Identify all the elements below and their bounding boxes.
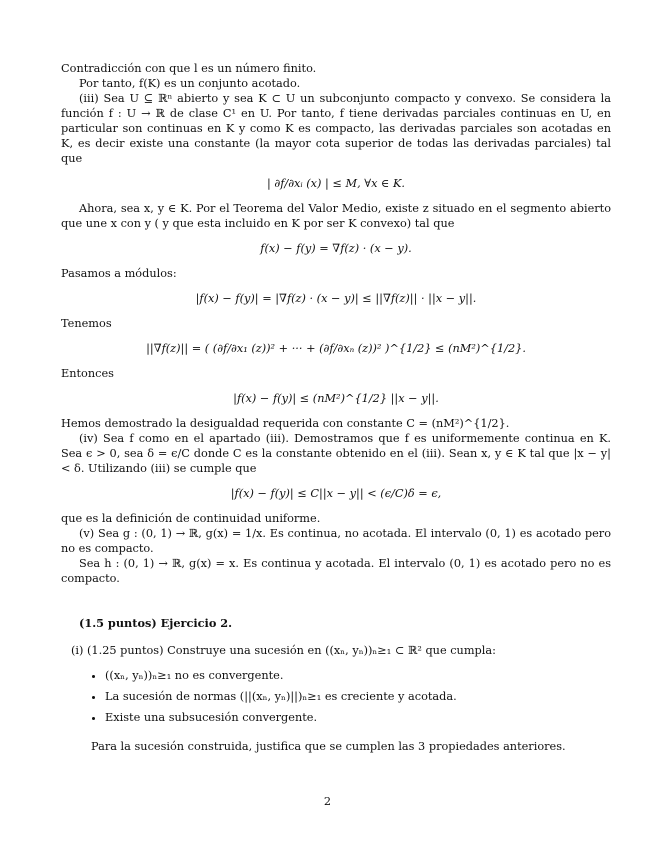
paragraph-part-iv: (iv) Sea f como en el apartado (iii). Demostramos que f es uniformemente continua en K. Sea ϵ > 0, sea δ = ϵ/C donde C es la constante obtenido en el (iii). Sean x, y ∈ K tal que |x − y| < δ. Utilizando (iii) se cumple que: [61, 432, 611, 475]
exercise-heading: (1.5 puntos) Ejercicio 2.: [79, 616, 233, 630]
equation-partial-bound: | ∂f/∂xᵢ (x) | ≤ M, ∀x ∈ K.: [266, 177, 406, 190]
equation-gradient-norm: ||∇f(z)|| = ( (∂f/∂x₁ (z))² + ··· + (∂f/∂xₙ (z))² )^{1/2} ≤ (nM²)^{1/2}.: [146, 342, 526, 355]
paragraph-contradiction: Contradicción con que l es un número finito.: [61, 62, 317, 75]
paragraph-definition: que es la definición de continuidad uniforme.: [61, 512, 321, 525]
list-item: • La sucesión de normas (||(xₙ, yₙ)||)ₙ≥₁ es creciente y acotada.: [105, 689, 611, 704]
label-entonces: Entonces: [61, 367, 114, 380]
paragraph-constant: Hemos demostrado la desigualdad requerida con constante C = (nM²)^{1/2}.: [61, 417, 510, 430]
equation-mean-value: f(x) − f(y) = ∇f(z) · (x − y).: [260, 242, 412, 255]
paragraph-mean-value: Ahora, sea x, y ∈ K. Por el Teorema del Valor Medio, existe z situado en el segmento abierto que une x con y ( y que esta incluido en K por ser K convexo) tal que: [61, 202, 611, 230]
list-item: • Existe una subsucesión convergente.: [105, 710, 611, 725]
label-tenemos: Tenemos: [61, 317, 112, 330]
exercise-item-i: (i) (1.25 puntos) Construye una sucesión en ((xₙ, yₙ))ₙ≥₁ ⊂ ℝ² que cumpla:: [71, 644, 496, 657]
paragraph-part-v-h: Sea h : (0, 1) → ℝ, g(x) = x. Es continua y acotada. El intervalo (0, 1) es acotado pero no es compacto.: [61, 557, 611, 585]
page-number: 2: [323, 795, 332, 808]
exercise-closing: Para la sucesión construida, justifica que se cumplen las 3 propiedades anteriores.: [91, 740, 566, 753]
label-modulos: Pasamos a módulos:: [61, 267, 177, 280]
equation-uniform-continuity: |f(x) − f(y)| ≤ C||x − y|| < (ϵ/C)δ = ϵ,: [230, 487, 442, 500]
equation-lipschitz: |f(x) − f(y)| ≤ (nM²)^{1/2} ||x − y||.: [233, 392, 439, 405]
exercise-bullet-list: [61, 668, 611, 725]
paragraph-part-v-g: (v) Sea g : (0, 1) → ℝ, g(x) = 1/x. Es continua, no acotada. El intervalo (0, 1) es acotado pero no es compacto.: [61, 527, 611, 555]
document-page: [61, 61, 611, 754]
list-item: • ((xₙ, yₙ))ₙ≥₁ no es convergente.: [105, 668, 611, 683]
paragraph-part-iii: (iii) Sea U ⊆ ℝⁿ abierto y sea K ⊂ U un subconjunto compacto y convexo. Se considera la función f : U → ℝ de clase C¹ en U. Por tanto, f tiene derivadas parciales continuas en U, en particular son continuas en K y como K es compacto, las derivadas parciales son acotadas en K, es decir existe una constante (la mayor cota superior de todas las derivadas parciales) tal que: [61, 92, 611, 165]
equation-modulus: |f(x) − f(y)| = |∇f(z) · (x − y)| ≤ ||∇f(z)|| · ||x − y||.: [195, 292, 477, 305]
paragraph-bounded-set: Por tanto, f(K) es un conjunto acotado.: [79, 77, 301, 90]
